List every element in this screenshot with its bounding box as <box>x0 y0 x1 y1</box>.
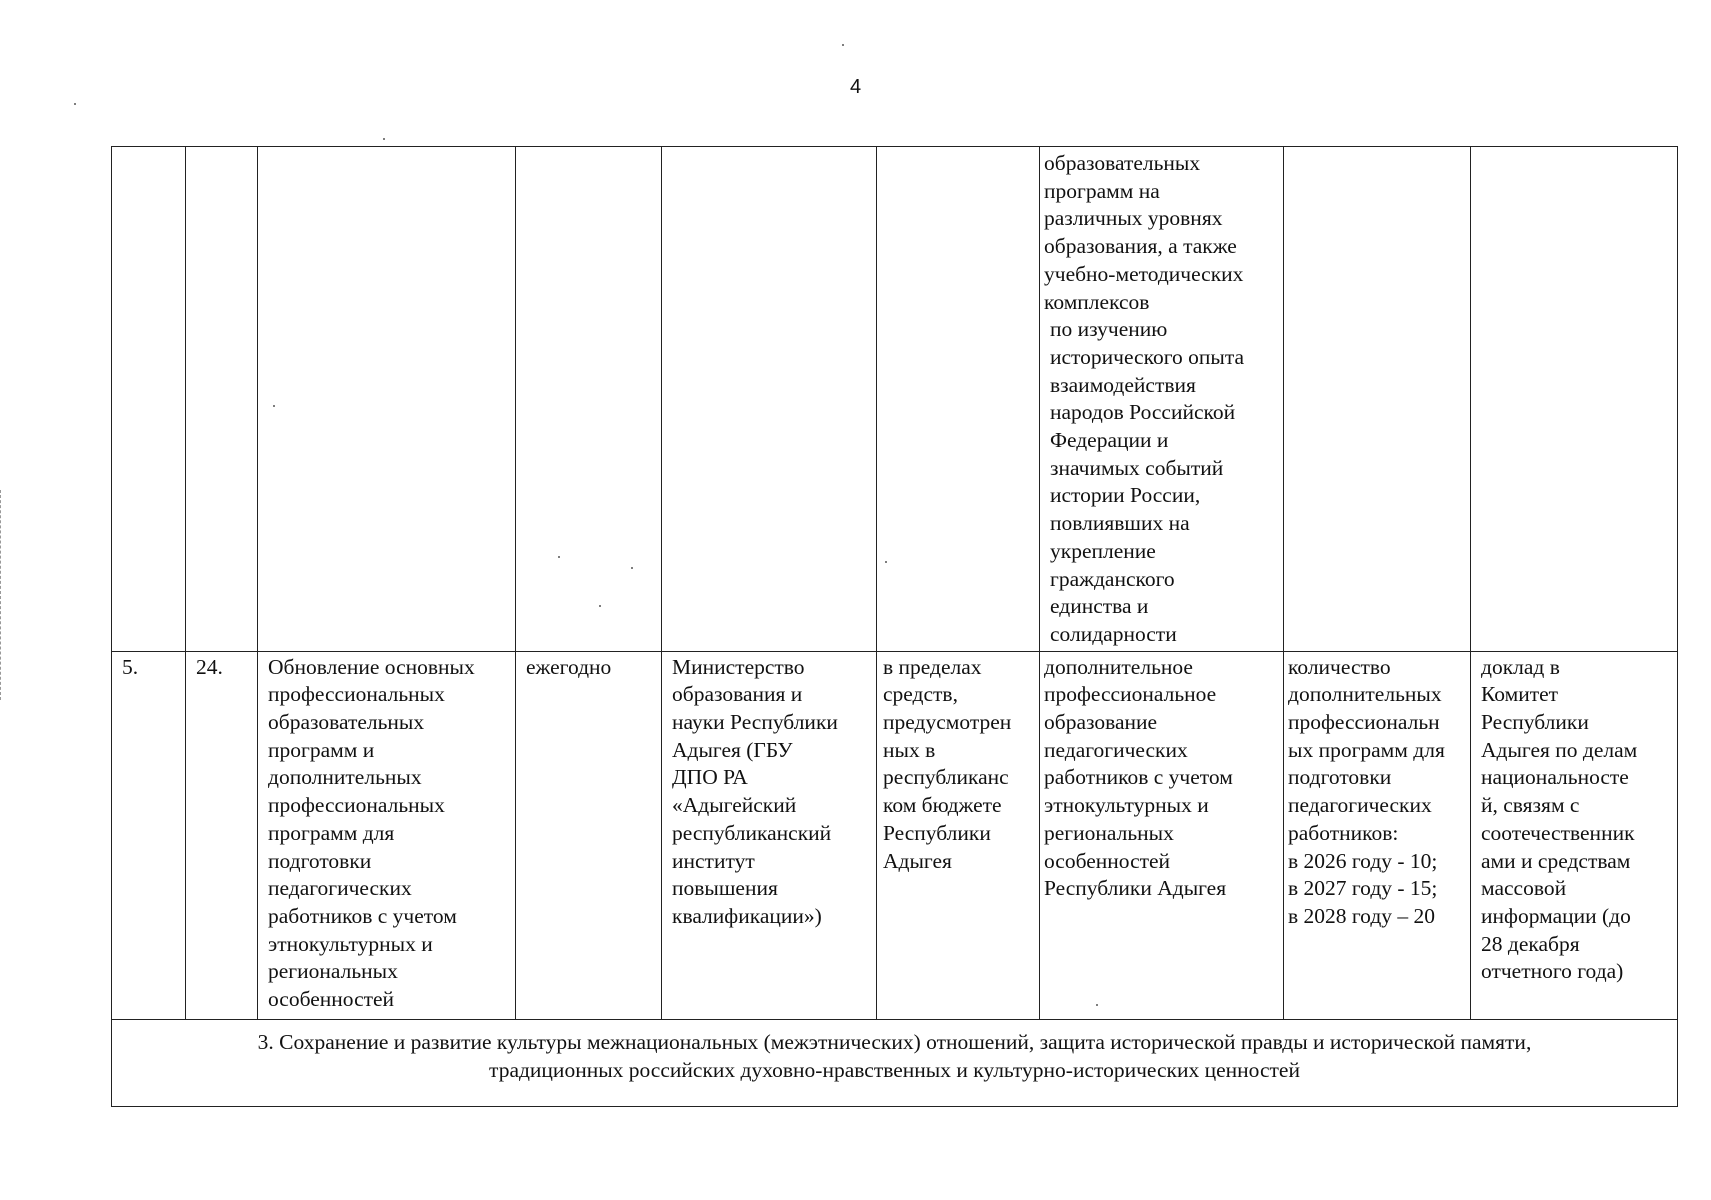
result-line: профессиональное <box>1044 682 1217 707</box>
report-line: Республики <box>1481 710 1589 735</box>
funding-line: Адыгея <box>883 848 952 873</box>
funding-line: Республики <box>883 820 991 845</box>
indicator-line: в 2027 году - 15; <box>1288 876 1438 901</box>
result-line: образования, а также <box>1044 234 1237 259</box>
cell-measure <box>258 147 516 652</box>
indicator-line: в 2026 году - 10; <box>1288 848 1438 873</box>
plan-table <box>111 146 1678 1107</box>
funding-line: средств, <box>883 682 958 707</box>
table-row-continuation <box>112 147 1678 652</box>
result-line: народов Российской <box>1050 400 1236 425</box>
cell-report <box>1471 651 1678 1019</box>
result-line: образовательных <box>1044 151 1201 175</box>
measure-line: педагогических <box>268 876 412 901</box>
executor-line: «Адыгейский <box>672 793 797 818</box>
scan-edge <box>0 490 4 700</box>
result-line: программ на <box>1044 178 1160 203</box>
report-line: информации (до <box>1481 903 1631 928</box>
scan-speck <box>273 405 275 407</box>
report-line: ами и средствам <box>1481 848 1631 873</box>
measure-line: дополнительных <box>268 765 422 790</box>
result-line: укрепление <box>1050 538 1156 563</box>
report-line: массовой <box>1481 876 1567 901</box>
executor-line: Министерство <box>672 654 805 679</box>
indicator-line: дополнительных <box>1288 682 1442 707</box>
result-line: региональных <box>1044 820 1174 845</box>
indicator-line: педагогических <box>1288 793 1432 818</box>
result-line: особенностей <box>1044 848 1171 873</box>
result-line: исторического опыта <box>1050 344 1245 369</box>
scan-speck <box>599 605 601 607</box>
scan-speck <box>631 567 633 569</box>
cell-measure <box>258 651 516 1019</box>
result-line: повлиявших на <box>1050 511 1190 536</box>
result-line: педагогических <box>1044 737 1188 762</box>
indicator-line: в 2028 году – 20 <box>1288 903 1436 928</box>
report-line: соотечественник <box>1481 820 1635 845</box>
cell-indicator <box>1284 147 1471 652</box>
executor-line: республиканский <box>672 820 832 845</box>
scan-speck <box>383 138 385 140</box>
cell-result <box>1040 651 1284 1019</box>
report-line: национальносте <box>1481 765 1629 790</box>
report-line: 28 декабря <box>1481 931 1580 956</box>
measure-line: подготовки <box>268 848 372 873</box>
funding-line: в пределах <box>883 654 982 679</box>
result-line: работников с учетом <box>1044 765 1233 790</box>
executor-line: институт <box>672 848 755 873</box>
section-heading-row <box>112 1019 1678 1106</box>
funding-line: ных в <box>883 737 936 762</box>
measure-line: программ для <box>268 820 395 845</box>
indicator-line: работников: <box>1288 820 1399 845</box>
page-number: 4 <box>849 76 862 98</box>
result-line: значимых событий <box>1050 455 1224 480</box>
indicator-line: ых программ для <box>1288 737 1445 762</box>
cell-num-a <box>112 147 186 652</box>
cell-num-a: 5. <box>112 651 186 1019</box>
measure-line: работников с учетом <box>268 903 457 928</box>
cell-funding <box>877 147 1040 652</box>
result-line: по изучению <box>1050 317 1168 342</box>
cell-report <box>1471 147 1678 652</box>
section-heading <box>112 1019 1678 1106</box>
report-line: Адыгея по делам <box>1481 737 1638 762</box>
result-line: солидарности <box>1050 621 1177 646</box>
cell-term: ежегодно <box>516 651 662 1019</box>
report-line: отчетного года) <box>1481 959 1624 984</box>
scan-speck <box>885 561 887 563</box>
measure-line: этнокультурных и <box>268 931 433 956</box>
measure-line: образовательных <box>268 710 425 735</box>
funding-line: предусмотрен <box>883 710 1012 735</box>
measure-line: профессиональных <box>268 682 445 707</box>
executor-line: науки Республики <box>672 710 838 735</box>
result-line: взаимодействия <box>1050 372 1196 397</box>
funding-line: республиканс <box>883 765 1009 790</box>
cell-result-continuation <box>1040 147 1284 652</box>
measure-line: особенностей <box>268 987 395 1012</box>
report-line: Комитет <box>1481 682 1559 707</box>
executor-line: ДПО РА <box>672 765 748 790</box>
executor-line: квалификации») <box>672 903 822 928</box>
result-line: истории России, <box>1050 483 1201 508</box>
cell-executor <box>662 147 877 652</box>
executor-line: образования и <box>672 682 803 707</box>
scan-speck <box>558 556 560 558</box>
result-line: учебно-методических <box>1044 261 1244 286</box>
result-line: различных уровнях <box>1044 206 1223 231</box>
executor-line: повышения <box>672 876 778 901</box>
indicator-line: профессиональн <box>1288 710 1440 735</box>
section-heading-line-1: 3. Сохранение и развитие культуры межнациональных (межэтнических) отношений, защита исторической правды и исторической памяти, <box>257 1029 1532 1054</box>
funding-line: ком бюджете <box>883 793 1002 818</box>
cell-indicator <box>1284 651 1471 1019</box>
measure-line: профессиональных <box>268 793 445 818</box>
cell-num-b <box>186 147 258 652</box>
scan-speck <box>842 44 844 46</box>
measure-line: Обновление основных <box>268 654 475 679</box>
cell-funding <box>877 651 1040 1019</box>
measure-line: региональных <box>268 959 398 984</box>
table-row-24 <box>112 651 1678 1019</box>
result-line: единства и <box>1050 594 1149 619</box>
result-line: образование <box>1044 710 1158 735</box>
result-line: комплексов <box>1044 289 1150 314</box>
scan-speck <box>1096 1004 1098 1006</box>
cell-term <box>516 147 662 652</box>
indicator-line: подготовки <box>1288 765 1392 790</box>
result-line: этнокультурных и <box>1044 793 1209 818</box>
scan-speck <box>74 103 76 105</box>
indicator-line: количество <box>1288 654 1391 679</box>
result-line: гражданского <box>1050 566 1175 591</box>
report-line: доклад в <box>1481 654 1560 679</box>
result-line: Федерации и <box>1050 428 1169 453</box>
executor-line: Адыгея (ГБУ <box>672 737 793 762</box>
cell-executor <box>662 651 877 1019</box>
measure-line: программ и <box>268 737 375 762</box>
section-heading-line-2: традиционных российских духовно-нравственных и культурно-исторических ценностей <box>489 1057 1300 1082</box>
result-line: Республики Адыгея <box>1044 876 1227 901</box>
result-line: дополнительное <box>1044 654 1193 679</box>
report-line: й, связям с <box>1481 793 1580 818</box>
cell-num-b: 24. <box>186 651 258 1019</box>
